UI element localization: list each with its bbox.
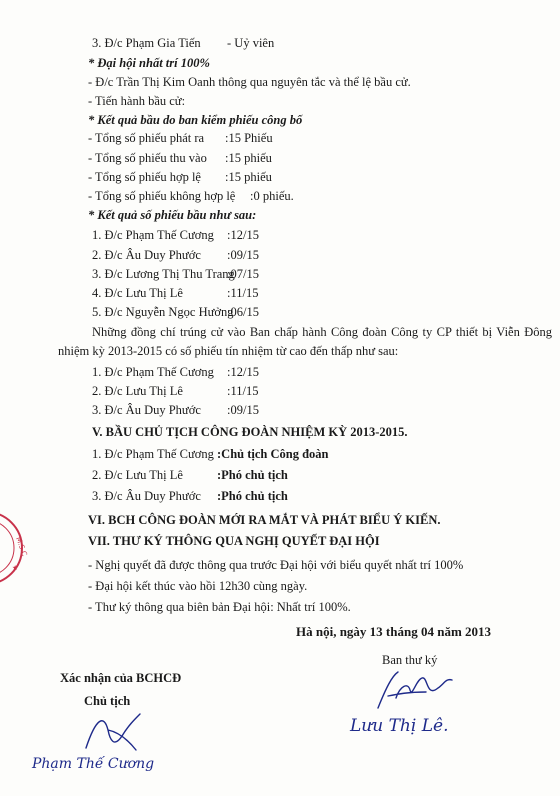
elected-votes: :11/15: [227, 384, 259, 398]
vote-candidate: 3. Đ/c Lương Thị Thu Trang: [92, 267, 235, 281]
ballot-stat-value: :15 Phiếu: [225, 131, 273, 145]
ballot-stat-label: - Tổng số phiếu thu vào: [88, 151, 207, 165]
intro-line: - Tiến hành bầu cử:: [88, 94, 186, 108]
ballot-stat-value: :0 phiếu.: [250, 189, 294, 203]
intro-line: - Đ/c Trần Thị Kim Oanh thông qua nguyên tắc và thể lệ bầu cử.: [88, 75, 411, 89]
votes-heading: * Kết quả số phiếu bầu như sau:: [88, 208, 257, 222]
position-holder: 3. Đ/c Âu Duy Phước: [92, 489, 201, 503]
confirm-title: Xác nhận của BCHCĐ: [60, 671, 182, 685]
vote-count: :12/15: [227, 228, 259, 242]
position-role: :Phó chủ tịch: [217, 489, 288, 503]
closing-line: - Đại hội kết thúc vào hồi 12h30 cùng ngày.: [88, 579, 308, 593]
vote-candidate: 4. Đ/c Lưu Thị Lê: [92, 286, 183, 300]
elected-member: 1. Đ/c Phạm Thế Cương: [92, 365, 214, 379]
vote-count: :09/15: [227, 248, 259, 262]
ballot-heading: * Kết quả bầu do ban kiểm phiếu công bố: [88, 113, 303, 127]
ballot-stat-value: :15 phiếu: [225, 151, 272, 165]
ballot-stat-label: - Tổng số phiếu không hợp lệ: [88, 189, 236, 203]
secretary-title: Ban thư ký: [382, 653, 438, 667]
position-role: :Chủ tịch Công đoàn: [217, 447, 329, 461]
elected-votes: :09/15: [227, 403, 259, 417]
elected-member: 3. Đ/c Âu Duy Phước: [92, 403, 201, 417]
closing-line: - Thư ký thông qua biên bản Đại hội: Nhất trí 100%.: [88, 600, 351, 614]
committee-member-role: - Uỷ viên: [227, 36, 275, 50]
chair-signature-name: Phạm Thế Cương: [32, 756, 155, 772]
vote-count: :06/15: [227, 305, 259, 319]
section-v-heading: V. BẦU CHỦ TỊCH CÔNG ĐOÀN NHIỆM KỲ 2013-2015.: [92, 425, 408, 439]
vote-count: :07/15: [227, 267, 259, 281]
unanimous-note: * Đại hội nhất trí 100%: [88, 56, 210, 70]
vote-count: :11/15: [227, 286, 259, 300]
position-holder: 1. Đ/c Phạm Thế Cương: [92, 447, 214, 461]
vote-candidate: 5. Đ/c Nguyễn Ngọc Hưởng: [92, 305, 234, 319]
elected-member: 2. Đ/c Lưu Thị Lê: [92, 384, 183, 398]
secretary-signature-name: Lưu Thị Lê.: [350, 716, 449, 736]
elected-paragraph: Những đồng chí trúng cử vào Ban chấp hành Công đoàn Công ty CP thiết bị Viễn Đông nhiệm kỳ 2013-2015 có số phiếu tín nhiệm từ cao đến thấp như sau:: [58, 325, 552, 358]
section-vii-heading: VII. THƯ KÝ THÔNG QUA NGHỊ QUYẾT ĐẠI HỘI: [88, 534, 380, 548]
vote-candidate: 2. Đ/c Âu Duy Phước: [92, 248, 201, 262]
date-line: Hà nội, ngày 13 tháng 04 năm 2013: [296, 624, 492, 639]
position-role: :Phó chủ tịch: [217, 468, 288, 482]
svg-text:★: ★: [12, 564, 19, 572]
secretary-signature-icon: [368, 668, 458, 716]
svg-text:M.S.C: M.S.C: [14, 535, 29, 558]
chair-signature-icon: [78, 710, 158, 754]
closing-line: - Nghị quyết đã được thông qua trước Đại hội với biểu quyết nhất trí 100%: [88, 558, 464, 572]
chair-title: Chủ tịch: [84, 694, 131, 708]
ballot-stat-label: - Tổng số phiếu phát ra: [88, 131, 205, 145]
stamp-seal-icon: [0, 508, 34, 588]
committee-member-name: 3. Đ/c Phạm Gia Tiến: [92, 36, 201, 50]
vote-candidate: 1. Đ/c Phạm Thế Cương: [92, 228, 214, 242]
section-vi-heading: VI. BCH CÔNG ĐOÀN MỚI RA MẮT VÀ PHÁT BIỂU Ý KIẾN.: [88, 513, 441, 527]
elected-votes: :12/15: [227, 365, 259, 379]
ballot-stat-value: :15 phiếu: [225, 170, 272, 184]
position-holder: 2. Đ/c Lưu Thị Lê: [92, 468, 183, 482]
ballot-stat-label: - Tổng số phiếu hợp lệ: [88, 170, 201, 184]
